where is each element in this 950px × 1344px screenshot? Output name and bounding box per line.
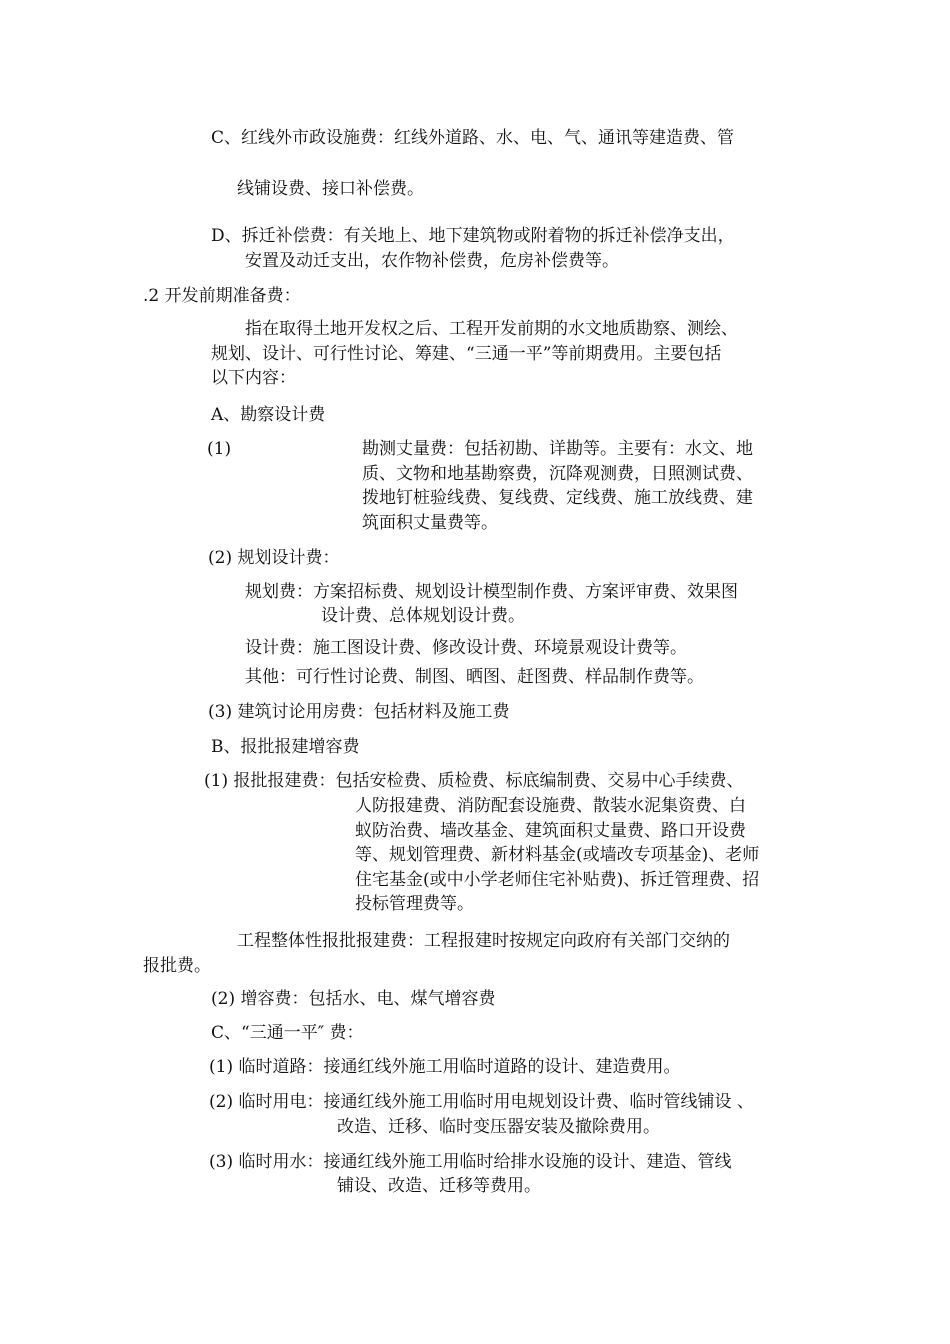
c-item2-line1: (2) 临时用电：接通红线外施工用临时用电规划设计费、临时管线铺设 、: [209, 1092, 754, 1112]
a-item1-line: 筑面积丈量费等。: [362, 512, 498, 533]
b-item1-line: 蚁防治费、墙改基金、建筑面积丈量费、路口开设费: [355, 820, 746, 841]
c-item1: (1) 临时道路：接通红线外施工用临时道路的设计、建造费用。: [209, 1057, 681, 1077]
other-fee: 其他：可行性讨论费、制图、晒图、赶图费、样品制作费等。: [245, 667, 704, 687]
b-item2: (2) 增容费：包括水、电、煤气增容费: [211, 989, 496, 1009]
design-fee: 设计费：施工图设计费、修改设计费、环境景观设计费等。: [245, 638, 687, 658]
b-item1-label: (1) 报批报建费：包括安检费、质检费、标底编制费、交易中心手续费、: [204, 771, 744, 791]
section-intro: [211, 317, 738, 391]
intro-line: 指在取得土地开发权之后、工程开发前期的水文地质勘察、测绘、: [245, 319, 738, 339]
plan-fee-line2: 设计费、总体规划设计费。: [321, 606, 525, 626]
d-demolition-line1: D、拆迁补偿费：有关地上、地下建筑物或附着物的拆迁补偿净支出，: [211, 226, 735, 246]
a-item1-line: 勘测丈量费：包括初勘、详勘等。主要有：水文、地: [362, 439, 753, 459]
c-municipal-line2: 线铺设费、接口补偿费。: [237, 179, 424, 199]
b-item1-line: 投标管理费等。: [355, 894, 474, 914]
b-item1-line: 人防报建费、消防配套设施费、散装水泥集资费、白: [355, 796, 746, 816]
a-item1-line: 质、文物和地基勘察费，沉降观测费，日照测试费、: [362, 463, 753, 484]
c-item3-line2: 铺设、改造、迁移等费用。: [337, 1176, 541, 1196]
c-three-heading: C、“三通一平″ 费：: [211, 1023, 364, 1043]
a-item1-text: [362, 437, 753, 535]
c-municipal-line1: C、红线外市政设施费：红线外道路、水、电、气、通讯等建造费、管: [211, 128, 735, 148]
intro-line: 以下内容：: [211, 368, 296, 388]
overall-fee-line2: 报批费。: [143, 956, 211, 976]
a-item3: (3) 建筑讨论用房费：包括材料及施工费: [208, 702, 510, 722]
overall-fee-line1: 工程整体性报批报建费：工程报建时按规定向政府有关部门交纳的: [237, 931, 730, 951]
a-item1-line: 拨地钉桩验线费、复线费、定线费、施工放线费、建: [362, 488, 753, 508]
b-item1-text: [355, 794, 759, 917]
a-item2: (2) 规划设计费：: [208, 548, 340, 568]
b-item1-line: 住宅基金(或中小学老师住宅补贴费)、拆迁管理费、招: [355, 869, 760, 890]
b-item1-line: 等、规划管理费、新材料基金(或墙改专项基金)、老师: [355, 845, 760, 865]
d-demolition-line2: 安置及动迁支出，农作物补偿费，危房补偿费等。: [245, 251, 619, 271]
intro-line: 规划、设计、可行性讨论、筹建、“三通一平”等前期费用。主要包括: [211, 343, 722, 364]
section-heading: .2 开发前期准备费：: [143, 286, 301, 306]
a-item1-number: (1): [207, 439, 232, 459]
c-item2-line2: 改造、迁移、临时变压器安装及撤除费用。: [337, 1117, 660, 1137]
a-survey-heading: A、勘察设计费: [211, 405, 326, 425]
b-approval-heading: B、报批报建增容费: [211, 737, 360, 757]
c-item3-line1: (3) 临时用水：接通红线外施工用临时给排水设施的设计、建造、管线: [209, 1152, 732, 1172]
plan-fee-line1: 规划费：方案招标费、规划设计模型制作费、方案评审费、效果图: [245, 582, 738, 602]
